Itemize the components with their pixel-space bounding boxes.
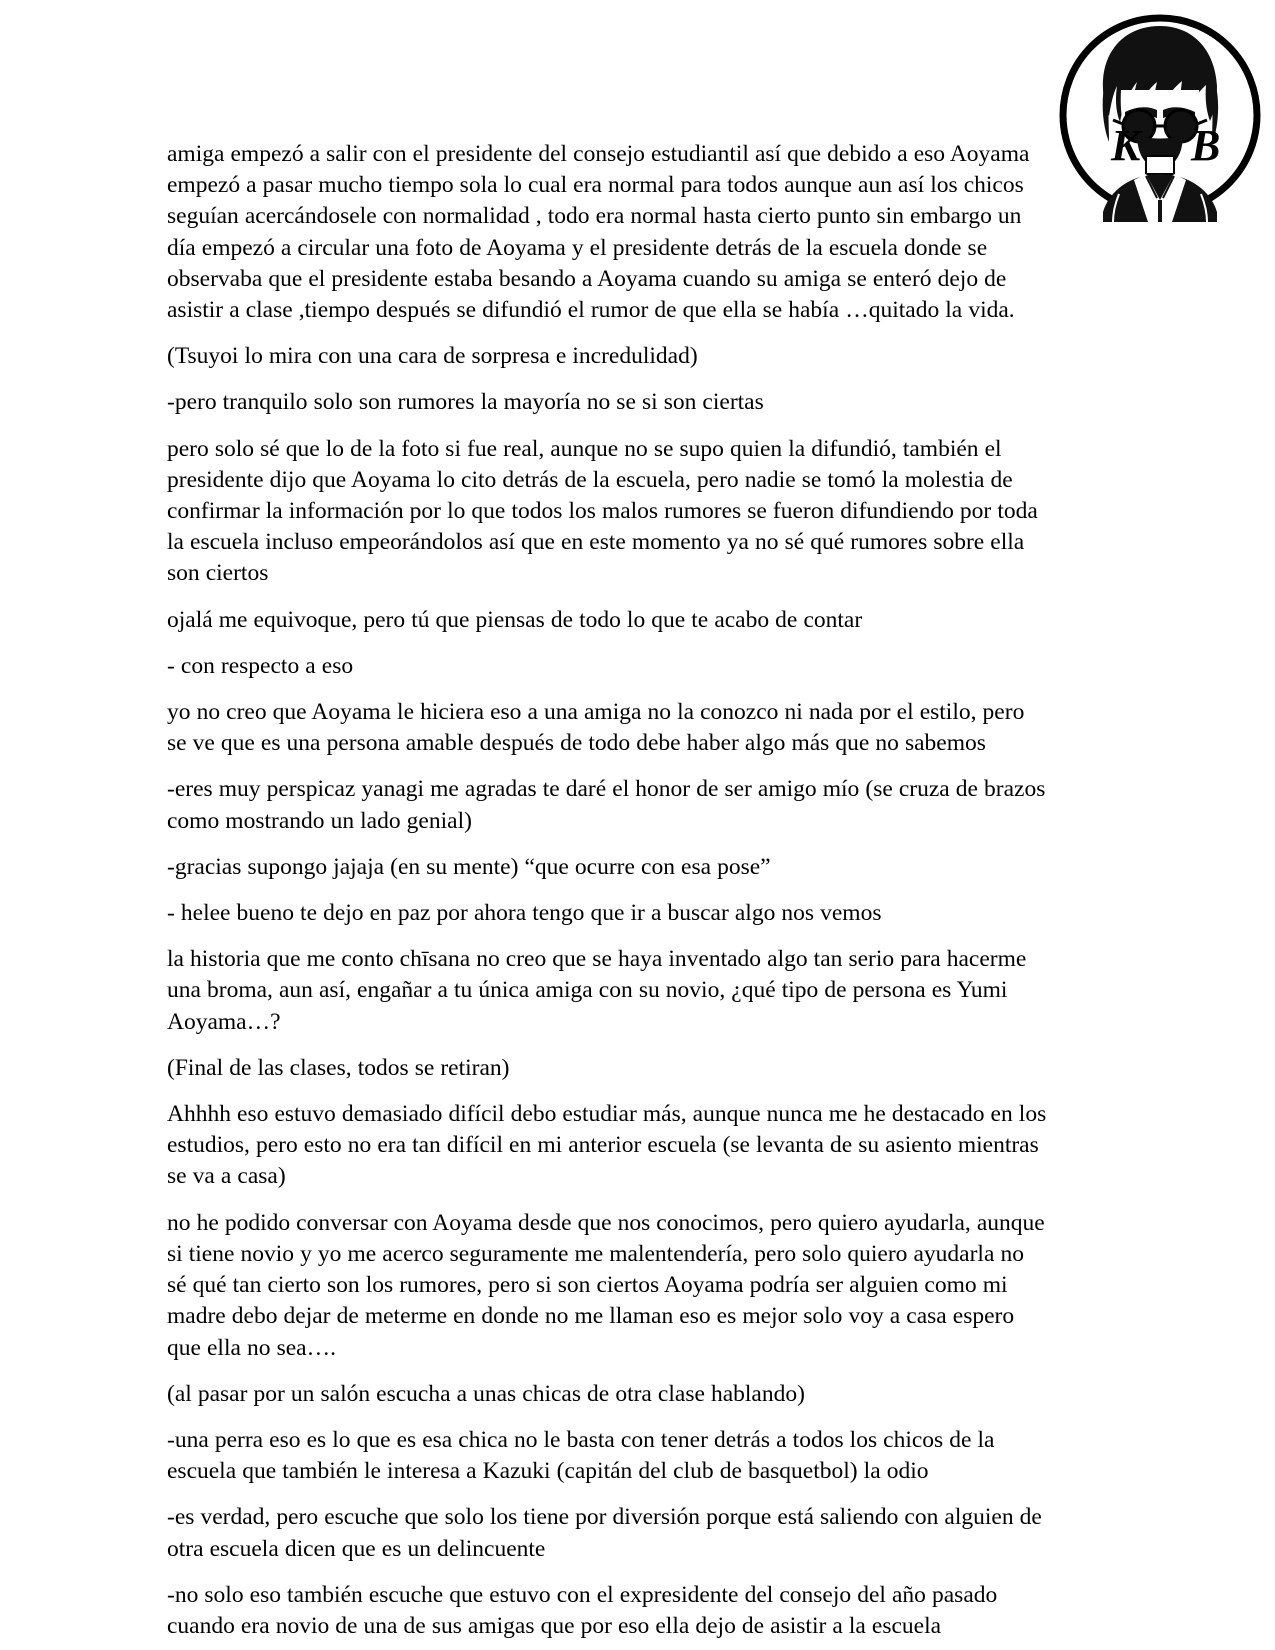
paragraph: (Tsuyoi lo mira con una cara de sorpresa e incredulidad) xyxy=(167,343,698,370)
logo-letter-b: B xyxy=(1191,121,1221,170)
paragraph: -eres muy perspicaz yanagi me agradas te daré el honor de ser amigo mío (se cruza de brazos como mostrando un lado genial) xyxy=(167,776,1046,834)
paragraph: no he podido conversar con Aoyama desde que nos conocimos, pero quiero ayudarla, aunque si tiene novio y yo me acerco seguramente me malentendería, pero solo quiero ayudarla no sé qué tan cierto son los rumores, pero si son ciertos Aoyama podría ser alguien como mi madre debo dejar de meterme en donde no me llaman eso es mejor solo voy a casa espero que ella no sea…. xyxy=(167,1209,1045,1361)
paragraph: ojalá me equivoque, pero tú que piensas de todo lo que te acabo de contar xyxy=(167,606,863,633)
paragraph: -una perra eso es lo que es esa chica no le basta con tener detrás a todos los chicos de la escuela que también le interesa a Kazuki (capitán del club de basquetbol) la odio xyxy=(167,1426,995,1485)
paragraph: - con respecto a eso xyxy=(167,652,354,679)
paragraph: amiga empezó a salir con el presidente del consejo estudiantil así que debido a eso Aoyama empezó a pasar mucho tiempo sola lo cual era normal para todos aunque aun así los chicos seguían acercándosele con normalidad , todo era normal hasta cierto punto sin embargo un día empezó a circular una foto de Aoyama y el presidente detrás de la escuela donde se observaba que el presidente estaba besando a Aoyama cuando su amiga se enteró dejo de asistir a clase ,tiempo después se difundió el rumor de que ella se había …quitado la vida. xyxy=(167,141,1030,324)
logo-letter-k: K xyxy=(1111,121,1141,170)
paragraph: -es verdad, pero escuche que solo los tiene por diversión porque está saliendo con alguien de otra escuela dicen que es un delincuente xyxy=(167,1504,1042,1562)
paragraph: la historia que me conto chīsana no creo que se haya inventado algo tan serio para hacerme una broma, aun así, engañar a tu única amiga con su novio, ¿qué tipo de persona es Yumi Aoyama…? xyxy=(167,946,1027,1035)
paragraph: Ahhhh eso estuvo demasiado difícil debo estudiar más, aunque nunca me he destacado en los estudios, pero esto no era tan difícil en mi anterior escuela (se levanta de su asiento mientras se va a casa) xyxy=(167,1101,1047,1190)
paragraph: - helee bueno te dejo en paz por ahora tengo que ir a buscar algo nos vemos xyxy=(167,900,882,927)
paragraph: -pero tranquilo solo son rumores la mayoría no se si son ciertas xyxy=(167,389,764,416)
paragraph: -gracias supongo jajaja (en su mente) “que ocurre con esa pose” xyxy=(167,853,771,880)
paragraph: -no solo eso también escuche que estuvo con el expresidente del consejo del año pasado cuando era novio de una de sus amigas que por eso ella dejo de asistir a la escuela xyxy=(167,1581,998,1639)
paragraph: (al pasar por un salón escucha a unas chicas de otra clase hablando) xyxy=(167,1380,805,1407)
kb-anime-avatar-logo xyxy=(1053,8,1267,222)
document-text-body xyxy=(167,139,1047,1642)
paragraph: pero solo sé que lo de la foto si fue real, aunque no se supo quien la difundió, también el presidente dijo que Aoyama lo cito detrás de la escuela, pero nadie se tomó la molestia de confirmar la información por lo que todos los malos rumores se fueron difundiendo por toda la escuela incluso empeorándolos así que en este momento ya no sé qué rumores sobre ella son ciertos xyxy=(167,435,1038,587)
paragraph: yo no creo que Aoyama le hiciera eso a una amiga no la conozco ni nada por el estilo, pero se ve que es una persona amable después de todo debe haber algo más que no sabemos xyxy=(167,699,1025,757)
paragraph: (Final de las clases, todos se retiran) xyxy=(167,1054,510,1081)
